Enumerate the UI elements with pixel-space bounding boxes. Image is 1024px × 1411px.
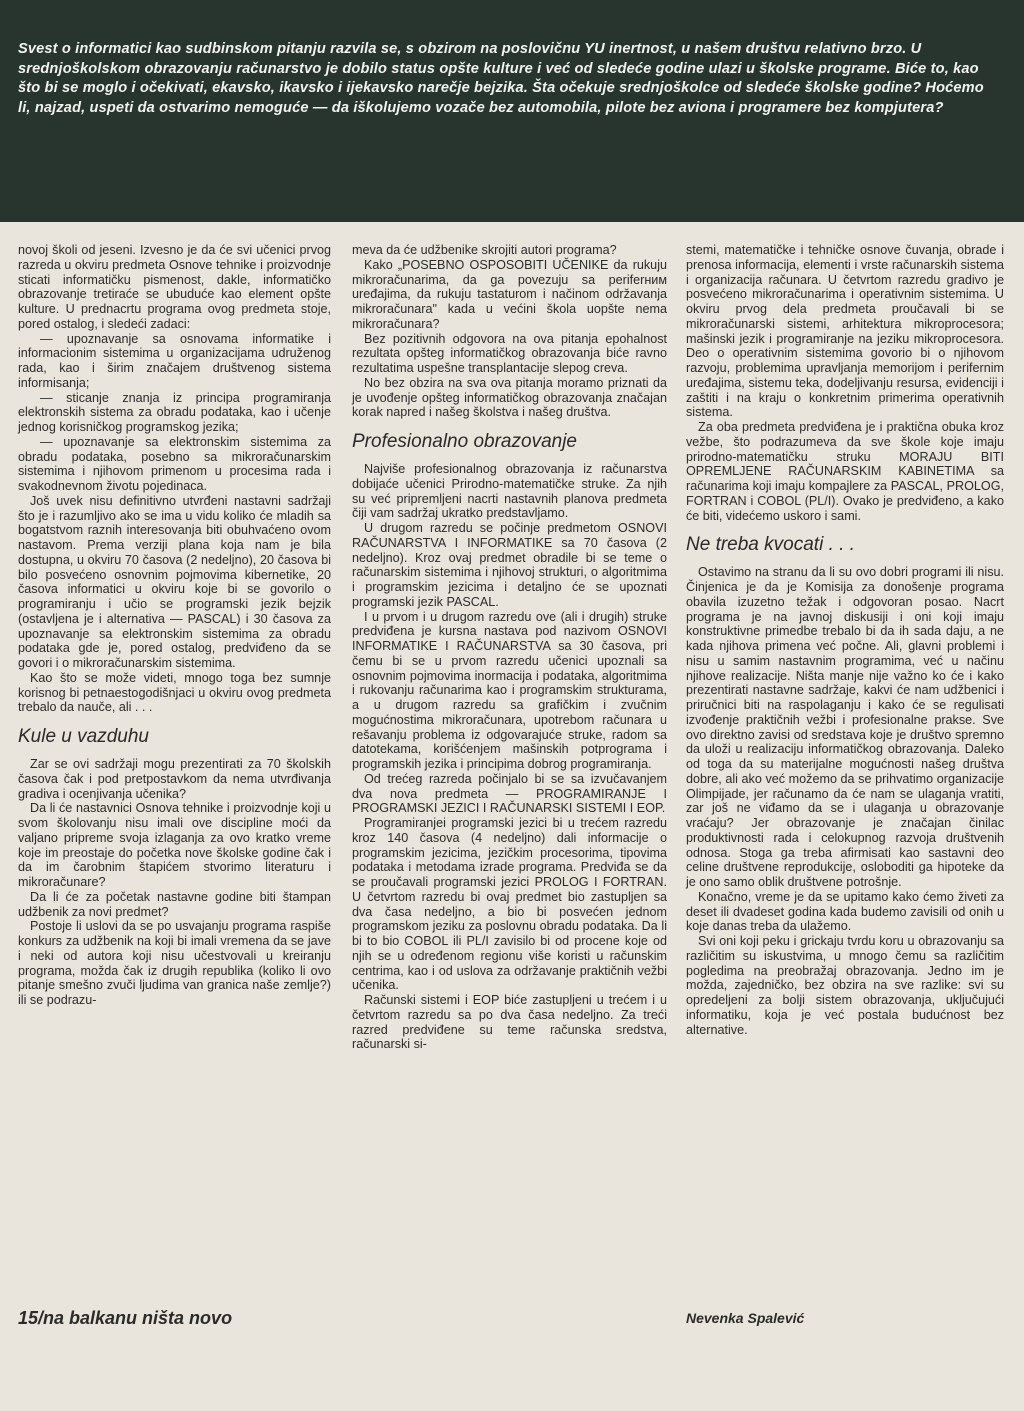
- col1-dash-item: — upoznavanje sa elektronskim sistemima za obradu podataka, posebno sa mikroračunarskim sistemima i njihovom primenom u procesima rada i svakodnevnom životu pojedinaca.: [18, 434, 331, 493]
- col3-paragraph: Ostavimo na stranu da li su ovo dobri programi ili nisu. Činjenica je da je Komisija za donošenje programa obavila izuzetno težak i odgovoran posao. Nacrt programa je na javnoj diskusiji i oni koji imaju konstruktivne primedbe trebalo bi da ih sada daju, a ne kada njihova primena već počne. Ali, glavni problemi i nisu u samim nastavnim programima, već u načinu njihove realizacije. Ništa manje nije važno ko će i kako prezentirati nastavne sadržaje, kakvi će nam udžbenici i priručnici biti na raspolaganju i kako će se regulisati izvođenje praktičnih vežbi i profesionalne prakse. Sve ovo direktno zavisi od sredstava koje je društvo spremno da uloži u realizaciju informatičkog obrazovanja. Daleko od toga da su materijalne mogućnosti našeg društva dobre, ali ako već možemo da se prihvatimo organizacije Olimpijade, jer računamo da će nam se ulaganja vratiti, zar još ne viđamo da se i ulaganja u obrazovanje vraćaju? Jer obrazovanje je značajan činilac produktivnosti rada i celokupnog razvoja društvenih odnosa. Stoga ga treba afirmisati kao sastavni deo celine društvene reprodukcije, osloboditi ga hipoteke da je ono samo oblik društvene potrošnje.: [686, 565, 1004, 889]
- col3-paragraph: stemi, matematičke i tehničke osnove čuvanja, obrade i prenosa informacija, elementi i vrste računarskih sistema i organizacija računara. U četvrtom razredu gradivo je posvećeno mikroračunarima i operativnim sistemima. U okviru prvog dela predmeta proučavali bi se mikroračunarski sistemi, arhitektura mikroprocesora; mašinski jezik i programiranje na jeziku mikroprocesora. Deo o operativnim sistemima govorio bi o njihovom razvoju, problemima upravljanja memorijom i perifernim uređajima, sistemu teka, dodeljivanju resursa, evidenciji i zaštiti i na kraju o konkretnim primerima operativnih sistema.: [686, 243, 1004, 420]
- column-1: [18, 243, 331, 1008]
- col1-paragraph: Još uvek nisu definitivno utvrđeni nastavni sadržaji što je i razumljivo ako se ima u vidu koliko će mladih sa bogatstvom raznih interesovanja biti obuhvaćeno ovom nastavom. Prema verziji plana koja nam je bila dostupna, u okviru 70 časova (2 nedeljno), 20 časova bi bilo posvećeno osnovnim pojmovima kibernetike, 20 časova informatici u okviru koje bi se govorilo o programiranju i učio se programski jezik bejzik (ostavljena je i alternativa — PASCAL) i 30 časova za upoznavanje sa elektronskim sistemima za obradu podataka gde je, pored ostalog, predviđeno da se govori i o mikroračunarskim sistemima.: [18, 493, 331, 670]
- subheading-profesionalno: Profesionalno obrazovanje: [352, 431, 577, 452]
- col3-paragraph: Za oba predmeta predviđena je i praktična obuka kroz vežbe, što podrazumeva da sve škole koje imaju prirodno-matematičku struku MORAJU BITI OPREMLJENE RAČUNARSKIM KABINETIMA sa računarima koji imaju kompajlere za PASCAL, PROLOG, FORTRAN i COBOL (PL/I). Ovako je predviđeno, a kako će biti, videćemo uskoro i sami.: [686, 420, 1004, 523]
- col1-paragraph: Da li će za početak nastavne godine biti štampan udžbenik za novi predmet?: [18, 889, 331, 919]
- col2-paragraph: Kako „POSEBNO OSPOSOBITI UČENIKE da rukuju mikroračunarima, da ga povezuju sa periferним uređajima, da rukuju tastaturom i načinom održavanja mikroračunara" kada u većini škola uopšte nema mikroračunara?: [352, 257, 667, 331]
- col3-paragraph: Konačno, vreme je da se upitamo kako ćemo živeti za deset ili dvadeset godina kada budemo zavisili od onih u koje danas treba da ulažemo.: [686, 889, 1004, 934]
- col1-paragraph: Kao što se može videti, mnogo toga bez sumnje korisnog bi petnaestogodišnjaci u okviru ovog predmeta trebalo da nauče, ali . . .: [18, 670, 331, 715]
- col3-paragraph: Svi oni koji peku i grickaju tvrdu koru u obrazovanju sa različitim su iskustvima, u mnogo čemu sa različitim pogledima na preobražaj obrazovanja. Jedno im je možda, zajedničko, bez obzira na sve razlike: svi su opredeljeni za bolji sistem obrazovanja, uključujući informatiku, koja je već postala budućnost bez alternative.: [686, 934, 1004, 1037]
- subheading-kule: Kule u vazduhu: [18, 726, 149, 747]
- col2-paragraph: meva da će udžbenike skrojiti autori programa?: [352, 243, 617, 257]
- col1-paragraph: Postoje li uslovi da se po usvajanju programa raspiše konkurs za udžbenik na koji bi imali vremena da se jave i neki od autora koji nisu učestvovali u kreiranju programa, možda čak iz drugih republika (koliko li ovo pitanje smešno zvuči ljudima van granica naše zemlje?) ili se podrazu-: [18, 919, 331, 1007]
- col1-paragraph: Da li će nastavnici Osnova tehnike i proizvodnje koji u svom školovanju nisu imali ove discipline moći da valjano pripreme svoja izlaganja za ovo kratko vreme koje im preostaje do početka nove školske godine čak i da im čarobnim štapićem stvorimo literaturu i mikroračunare?: [18, 801, 331, 889]
- page-footer: 15/na balkanu ništa novo: [18, 1308, 233, 1328]
- col2-paragraph: Najviše profesionalnog obrazovanja iz računarstva dobijaće učenici Prirodno-matematičke struke. Za njih su već pripremljeni nacrti nastavnih planova predmeta čiji vam sadržaj ukratko predstavljamo.: [352, 462, 667, 521]
- header-band: [0, 0, 1024, 222]
- col2-paragraph: U drugom razredu se počinje predmetom OSNOVI RAČUNARSTVA I INFORMATIKE sa 70 časova (2 nedeljno). Kroz ovaj predmet obradile bi se teme o računarskim sistemima i njihovoj strukturi, o algoritmima i programskim jezicima i detaljno će se upoznati programski jezik PASCAL.: [352, 521, 667, 609]
- col1-paragraph: Zar se ovi sadržaji mogu prezentirati za 70 školskih časova čak i pod pretpostavkom da nema utvrđivanja gradiva i ocenjivanja učenika?: [18, 757, 331, 801]
- col1-dash-item: — upoznavanje sa osnovama informatike i informacionim sistemima u organizacijama udruženog rada, kao i širim značajem društvenog sistema informisanja;: [18, 331, 331, 390]
- author-name: Nevenka Spalević: [686, 1310, 805, 1326]
- col1-paragraph: novoj školi od jeseni. Izvesno je da će svi učenici prvog razreda u okviru predmeta Osnove tehnike i proizvodnje sticati informatičku pismenost, dakle, informatičko obrazovanje tretiraće se ubuduće kao element opšte kulture. U prednacrtu programa ovog predmeta stoje, pored ostalog, i sledeći zadaci:: [18, 243, 331, 331]
- col2-paragraph: I u prvom i u drugom razredu ove (ali i drugih) struke predviđena je kursna nastava pod nazivom OSNOVI INFORMATIKE I RAČUNARSTVA sa 30 časova, pri čemu bi se u prvom razredu učenici upoznali sa osnovnim pojmovima inormacija i podataka, algoritmima i rukovanju računarima kao i programskim strukturama, a u drugom razredu sa grafičkim i zvučnim mogućnostima mikroračunara, upotrebom računara u rešavanju problema iz odgovarajuće struke, radom sa datotekama, korišćenjem mašinskih potprograma i programskih jezika i principima dobrog programiranja.: [352, 609, 667, 771]
- subheading-kvocati: Ne treba kvocati . . .: [686, 534, 855, 556]
- col2-paragraph: Programiranjei programski jezici bi u trećem razredu kroz 140 časova (4 nedeljno) dali informacije o programskim jezicima, jezičkim procesorima, tipovima podataka i metodama izrade programa. Predviđa se da se proučavali programski jezici PROLOG I FORTRAN. U četvrtom razredu bi ovaj predmet bio zastupljen sa dva časa nedeljno, a bio bi posvećen jednom programskom jeziku za poslovnu obradu podataka. Da li bi to bio COBOL ili PL/I zavisilo bi od procene koje od njih se u određenom regionu više koristi u računskim centrima, kao i od uslova za održavanje praktičnih vežbi učenika.: [352, 816, 667, 993]
- col2-paragraph: Bez pozitivnih odgovora na ova pitanja epohalnost rezultata opšteg informatičkog obrazovanja biće ravno rezultatima uspešne transplantacije slepog creva.: [352, 331, 667, 375]
- col2-paragraph: Od trećeg razreda počinjalo bi se sa izvučavanjem dva nova predmeta — PROGRAMIRANJE I PROGRAMSKI JEZICI I RAČUNARSKI SISTEMI I EOP.: [352, 771, 667, 816]
- col2-paragraph: No bez obzira na sva ova pitanja moramo priznati da je uvođenje opšteg informatičkog obrazovanja značajan korak napred i našeg školstva i našeg društva.: [352, 375, 667, 420]
- lead-paragraph: Svest o informatici kao sudbinskom pitanju razvila se, s obzirom na poslovičnu YU inertnost, u našem društvu relativno brzo. U srednjoškolskom obrazovanju računarstvo je dobilo status opšte kulture i već od sledeće godine ulazi u školske programe. Biće to, kao što bi se moglo i očekivati, ekavsko, ikavsko i ijekavsko narečje bejzika. Šta očekuje srednjoškolce od sledeće školske godine? Hoćemo li, najzad, uspeti da ostvarimo nemoguće — da iškolujemo vozače bez automobila, pilote bez aviona i programere bez kompjutera?: [18, 41, 984, 116]
- column-3: [686, 243, 1004, 1037]
- col1-dash-item: — sticanje znanja iz principa programiranja elektronskih sistema za obradu podataka, kao i učenje jednog korisničkog programskog jezika;: [18, 390, 331, 434]
- column-2: [352, 243, 667, 1052]
- col2-paragraph: Računski sistemi i EOP biće zastupljeni u trećem i u četvrtom razredu sa po dva časa nedeljno. Za treći razred predviđene su teme računska sredstva, računarski si-: [352, 993, 667, 1052]
